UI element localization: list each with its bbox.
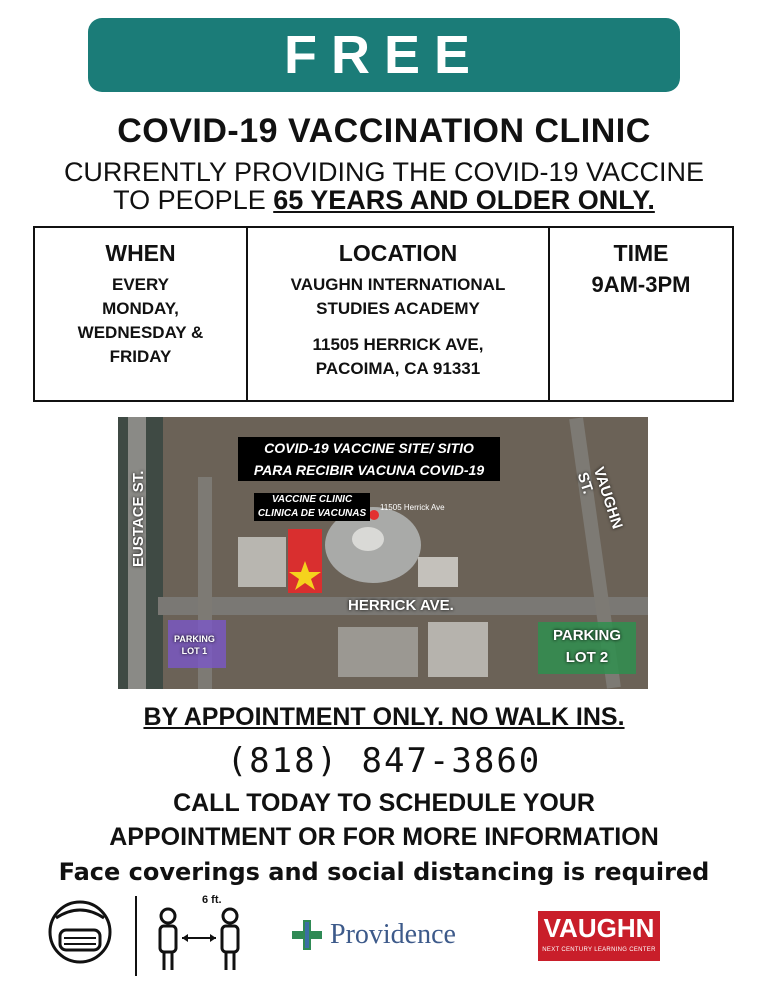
subtitle-line-2 [0,186,768,214]
parking-lot-2-line: LOT 2 [565,649,609,666]
distance-label: 6 ft. [202,894,222,906]
clinic-label-line-1: VACCINE CLINIC [271,494,353,505]
social-distance-icon [150,894,250,974]
appointment-notice: BY APPOINTMENT ONLY. NO WALK INS. [143,703,625,731]
time-heading: TIME [613,240,669,266]
clinic-label [254,493,370,521]
time-column [550,228,732,400]
site-label-line-1: COVID-19 VACCINE SITE/ SITIO [264,440,474,456]
call-line-1: CALL TODAY TO SCHEDULE YOUR [173,789,595,817]
providence-logo [290,918,456,952]
vaughn-logo-subtext: NEXT CENTURY LEARNING CENTER [542,947,656,953]
social-distance-svg [150,894,250,974]
vaughn-street-label: VAUGHN ST. [573,465,626,532]
parking-lot-2 [538,625,636,669]
time-value: 9AM-3PM [591,272,691,297]
herrick-street-label: HERRICK AVE. [348,597,454,614]
pin-label: 11505 Herrick Ave [380,503,445,512]
face-mask-svg [44,896,116,968]
subtitle-prefix: TO PEOPLE [113,185,274,215]
when-line: FRIDAY [109,347,172,366]
when-line: WEDNESDAY & [77,323,204,342]
icon-divider [135,896,137,976]
vaughn-logo [538,911,660,961]
face-covering-notice: Face coverings and social distancing is required [58,858,710,886]
vaughn-logo-text: VAUGHN [543,913,655,943]
parking-lot-2-line: PARKING [552,627,622,644]
providence-text: Providence [330,919,456,950]
location-name-line: STUDIES ACADEMY [316,299,480,318]
when-line: MONDAY, [102,299,179,318]
location-column [248,228,550,400]
eustace-street-label: EUSTACE ST. [130,470,147,567]
site-label [238,437,500,481]
site-label-line-2: PARA RECIBIR VACUNA COVID-19 [253,462,485,478]
address-line: PACOIMA, CA 91331 [315,359,481,378]
subtitle-emphasis: 65 YEARS AND OLDER ONLY. [273,185,655,215]
subtitle-line-1: CURRENTLY PROVIDING THE COVID-19 VACCINE [63,157,705,187]
providence-cross-icon [290,918,324,952]
free-text: FREE [283,25,485,85]
face-mask-icon [44,896,116,968]
location-name-line: VAUGHN INTERNATIONAL [290,275,506,294]
parking-lot-1-line: PARKING [174,634,215,644]
call-line-2: APPOINTMENT OR FOR MORE INFORMATION [109,823,659,851]
parking-lot-1-line: LOT 1 [181,646,208,656]
free-banner [88,18,680,92]
location-heading: LOCATION [338,240,458,266]
page-title: COVID-19 VACCINATION CLINIC [117,112,651,150]
when-column [35,228,248,400]
when-heading: WHEN [105,240,176,266]
when-line: EVERY [111,275,169,294]
site-map [118,417,648,689]
info-table [33,226,734,402]
address-line: 11505 HERRICK AVE, [312,335,484,354]
phone-number[interactable]: (818) 847-3860 [226,741,542,781]
parking-lot-1 [174,633,215,657]
clinic-label-line-2: CLINICA DE VACUNAS [257,508,367,519]
